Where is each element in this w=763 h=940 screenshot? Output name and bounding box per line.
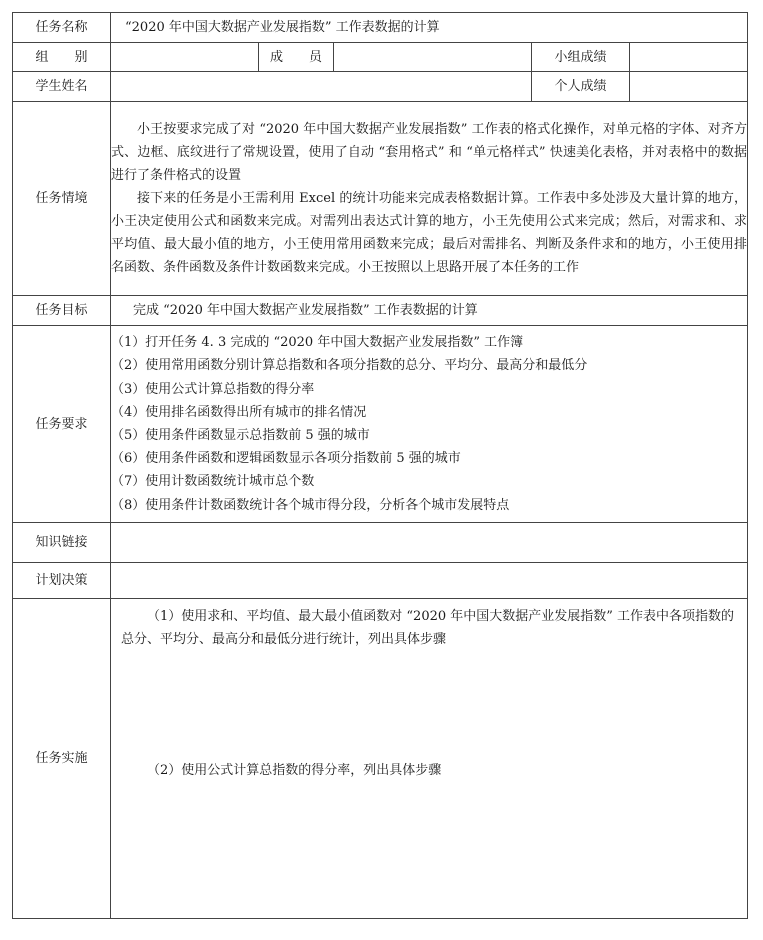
situation-paragraph: 接下来的任务是小王需利用 Excel 的统计功能来完成表格数据计算。工作表中多处涉及大量计算的地方，小王决定使用公式和函数来完成。对需列出表达式计算的地方，小王先使用公式来完成；然后，对需求和、求平均值、最大最小值的地方，小王使用常用函数来完成；最后对需排名、判断及条件求和的地方，小王使用排名函数、条件函数及条件计数函数来完成。小王按照以上思路开展了本任务的工作 [111,191,748,275]
task-name-value: “2020 年中国大数据产业发展指数” 工作表数据的计算 [111,13,748,43]
student-name-label: 学生姓名 [13,72,111,102]
goal-label: 任务目标 [13,296,111,326]
requirements-list [111,326,748,523]
situation-paragraph: 小王按要求完成了对 “2020 年中国大数据产业发展指数” 工作表的格式化操作，对单元格的字体、对齐方式、边框、底纹进行了常规设置，使用了自动 “套用格式” 和 “单元格样式” 快速美化表格，并对表格中的数据进行了条件格式的设置 [111,122,748,183]
implementation-step-2: （2）使用公式计算总指数的得分率，列出具体步骤 [147,763,442,778]
knowledge-content-cell[interactable] [111,523,748,563]
members-value-cell[interactable] [334,43,532,72]
goal-row [13,296,748,326]
task-name-label: 任务名称 [13,13,111,43]
implementation-step-1: （1）使用求和、平均值、最大最小值函数对 “2020 年中国大数据产业发展指数” 工作表中各项指数的总分、平均分、最高分和最低分进行统计，列出具体步骤 [121,609,735,647]
implementation-content[interactable] [111,599,748,919]
knowledge-row [13,523,748,563]
members-label: 成 员 [259,43,334,72]
group-score-label: 小组成绩 [532,43,630,72]
requirement-item: （5）使用条件函数显示总指数前 5 强的城市 [111,428,370,443]
group-row [13,43,748,72]
group-label: 组 别 [13,43,111,72]
personal-score-label: 个人成绩 [532,72,630,102]
planning-row [13,563,748,599]
requirement-item: （8）使用条件计数函数统计各个城市得分段，分析各个城市发展特点 [111,497,510,513]
student-name-value-cell[interactable] [111,72,532,102]
requirement-item: （3）使用公式计算总指数的得分率 [111,381,315,397]
implementation-label: 任务实施 [13,599,111,919]
goal-text: 完成 “2020 年中国大数据产业发展指数” 工作表数据的计算 [111,296,748,326]
requirement-item: （1）打开任务 4. 3 完成的 “2020 年中国大数据产业发展指数” 工作簿 [111,335,524,351]
requirement-item: （7）使用计数函数统计城市总个数 [111,474,315,490]
group-score-value-cell[interactable] [630,43,748,72]
task-worksheet-table [12,12,748,919]
group-value-cell[interactable] [111,43,259,72]
implementation-answer-space[interactable] [121,651,737,759]
personal-score-value-cell[interactable] [630,72,748,102]
task-name-row [13,13,748,43]
situation-label: 任务情境 [13,102,111,296]
requirement-item: （6）使用条件函数和逻辑函数显示各项分指数前 5 强的城市 [111,451,461,467]
requirements-label: 任务要求 [13,326,111,523]
requirements-row [13,326,748,523]
situation-row [13,102,748,296]
requirement-item: （2）使用常用函数分别计算总指数和各项分指数的总分、平均分、最高分和最低分 [111,358,588,374]
knowledge-label: 知识链接 [13,523,111,563]
student-row [13,72,748,102]
planning-label: 计划决策 [13,563,111,599]
situation-content [111,102,748,296]
planning-content-cell[interactable] [111,563,748,599]
requirement-item: （4）使用排名函数得出所有城市的排名情况 [111,404,367,420]
implementation-row [13,599,748,919]
